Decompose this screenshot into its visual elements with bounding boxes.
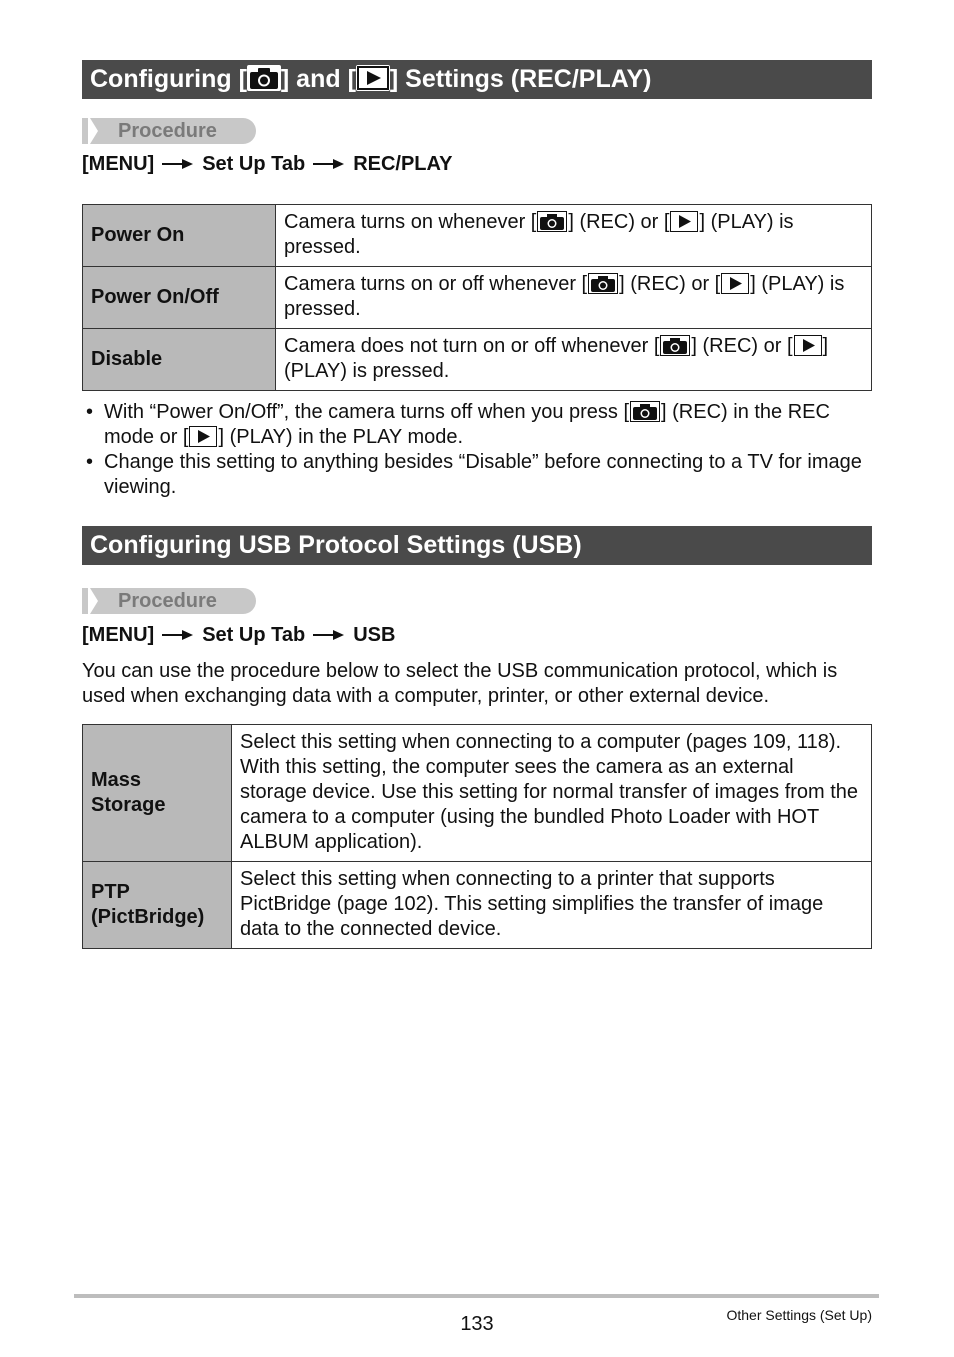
procedure-label: Procedure — [118, 590, 217, 612]
setting-description — [276, 267, 872, 329]
footer-divider — [74, 1294, 879, 1298]
arrow-right-icon — [313, 153, 345, 176]
camera-icon — [660, 335, 690, 356]
menu-path — [82, 153, 452, 176]
desc-text: ] (REC) or [ — [619, 272, 721, 295]
menu-path-step-2: Set Up Tab — [202, 624, 306, 646]
setting-key-line: (PictBridge) — [91, 906, 205, 928]
list-item — [82, 400, 872, 450]
setting-key — [83, 725, 232, 862]
arrow-right-icon — [162, 624, 194, 647]
table-row — [83, 725, 872, 862]
desc-text: ] (PLAY) is pressed. — [284, 210, 794, 258]
desc-text: ] (REC) or [ — [691, 334, 793, 357]
table-row — [83, 329, 872, 391]
usb-settings-table — [82, 724, 872, 949]
table-row — [83, 862, 872, 949]
menu-path-step-1: [MENU] — [82, 624, 155, 646]
section-title-mid: ] and [ — [280, 65, 356, 93]
procedure-tag — [82, 118, 256, 144]
play-icon — [189, 426, 217, 447]
setting-key: Power On — [83, 205, 276, 267]
table-row — [83, 267, 872, 329]
table-row — [83, 205, 872, 267]
menu-path-step-3: REC/PLAY — [353, 153, 453, 175]
setting-key-line: PTP — [91, 881, 130, 903]
play-icon — [356, 65, 390, 91]
setting-key: Power On/Off — [83, 267, 276, 329]
arrow-right-icon — [313, 624, 345, 647]
play-icon — [670, 211, 698, 232]
note-text: ] (REC) in the REC mode or [ — [104, 401, 830, 448]
desc-text: ] (PLAY) is pressed. — [284, 334, 829, 382]
setting-description: Select this setting when connecting to a printer that supports PictBridge (page 102). This setting simplifies the transfer of image data to the connected device. — [232, 862, 872, 949]
setting-key-line: Mass — [91, 769, 142, 791]
notes-list — [82, 400, 872, 500]
setting-description: Select this setting when connecting to a computer (pages 109, 118). With this setting, the computer sees the camera as an external storage device. Use this setting for normal transfer of images from the camera to a computer (using the bundled Photo Loader with HOT ALBUM application). — [232, 725, 872, 862]
section-title-usb: Configuring USB Protocol Settings (USB) — [82, 526, 872, 565]
note-text: Change this setting to anything besides “Disable” before connecting to a TV for image viewing. — [104, 451, 862, 498]
play-icon — [794, 335, 822, 356]
section-title-rec-play — [82, 60, 872, 99]
play-icon — [721, 273, 749, 294]
desc-text: Camera turns on or off whenever [ — [284, 272, 588, 295]
desc-text: ] (PLAY) is pressed. — [284, 272, 845, 320]
footer-section-label: Other Settings (Set Up) — [726, 1307, 872, 1323]
camera-icon — [537, 211, 567, 232]
desc-text: ] (REC) or [ — [568, 210, 670, 233]
menu-path-step-2: Set Up Tab — [202, 153, 306, 175]
menu-path-step-1: [MENU] — [82, 153, 155, 175]
camera-icon — [630, 401, 660, 422]
note-text: ] (PLAY) in the PLAY mode. — [218, 426, 464, 448]
desc-text: Camera does not turn on or off whenever [ — [284, 334, 660, 357]
rec-play-settings-table — [82, 204, 872, 391]
menu-path — [82, 624, 395, 647]
camera-icon — [247, 65, 281, 91]
note-text: With “Power On/Off”, the camera turns off when you press [ — [104, 401, 630, 423]
page-number: 133 — [460, 1313, 494, 1335]
camera-icon — [588, 273, 618, 294]
setting-key-line: Storage — [91, 794, 166, 816]
list-item — [82, 450, 872, 500]
setting-key: Disable — [83, 329, 276, 391]
arrow-right-icon — [162, 153, 194, 176]
setting-description — [276, 205, 872, 267]
desc-text: Camera turns on whenever [ — [284, 210, 537, 233]
procedure-tag — [82, 588, 256, 614]
procedure-label: Procedure — [118, 120, 217, 142]
section-title-suffix: ] Settings (REC/PLAY) — [389, 65, 652, 93]
setting-description — [276, 329, 872, 391]
setting-key — [83, 862, 232, 949]
menu-path-step-3: USB — [353, 624, 396, 646]
section-title-prefix: Configuring [ — [90, 65, 247, 93]
usb-intro-paragraph: You can use the procedure below to select the USB communication protocol, which is used when exchanging data with a computer, printer, or other external device. — [82, 660, 838, 707]
